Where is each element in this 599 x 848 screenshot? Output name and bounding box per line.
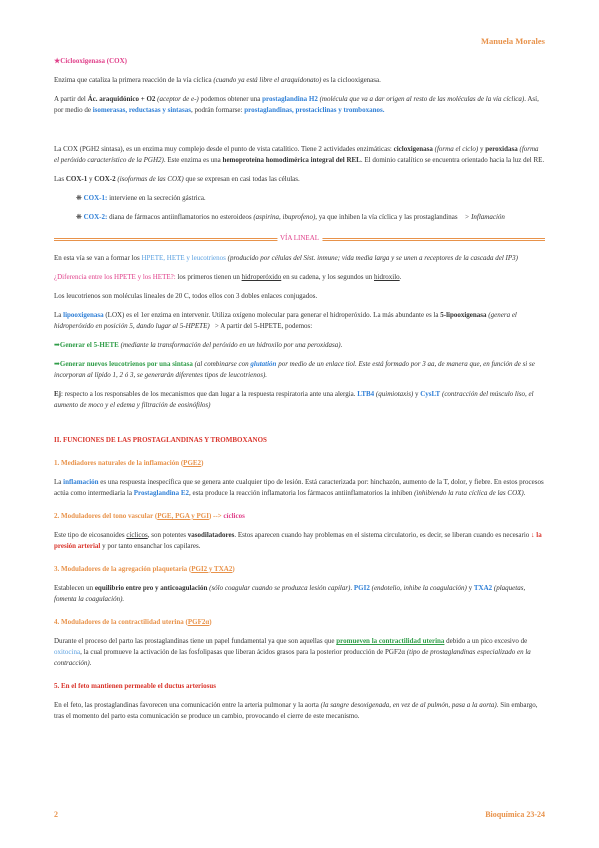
cox1-bullet: ❋ COX-1: interviene en la secreción gástrica. [76, 194, 206, 202]
author-name: Manuela Morales [481, 36, 545, 46]
subsection-1-title: 1. Mediadores naturales de la inflamación (PGE2) [54, 459, 204, 467]
subsection-5-text: En el feto, las prostaglandinas favorecen una comunicación entre la arteria pulmonar y la aorta (la sangre desoxigenada, en vez de al pulmón, pasa a la aorta). Sin embargo, tras el momento del parto esta comunicación se produce un cambio, provocando el cierre de este mecanismo. [54, 701, 538, 720]
divider-label: VÍA LINEAL [277, 233, 322, 244]
subsection-2-title: 2. Moduladores del tono vascular (PGE, PGA y PGI) --> cíclicos [54, 512, 245, 520]
cox-paragraph-4: Las COX-1 y COX-2 (isoformas de las COX) que se expresan en casi todas las células. [54, 175, 300, 183]
subsection-4-title: 4. Moduladores de la contractilidad uterina (PGF2α) [54, 618, 212, 626]
cox2-bullet: ❋ COX-2: diana de fármacos antiinflamatorios no esteroideos (aspirina, ibuprofeno), ya que inhiben la vía cíclica y las prostaglandinas > Inflamación [76, 213, 505, 221]
lineal-paragraph-4: La lipooxigenasa (LOX) es el 1er enzima en intervenir. Utiliza oxígeno molecular para generar el hidroperóxido. La más abundante es la 5-lipooxigenasa (genera el hidroperóxido en posición 5, dando lugar al 5-HPETE) > A partir del 5-HPETE, podemos: [54, 311, 517, 330]
lineal-paragraph-1: En esta vía se van a formar los HPETE, HETE y leucotrienos (producido por células del Sist. inmune; vida media larga y se unen a receptores de la cascada del IP3) [54, 254, 518, 262]
page-number: 2 [54, 810, 58, 819]
page-footer [54, 809, 545, 820]
subsection-4-text: Durante el proceso del parto las prostaglandinas tiene un papel fundamental ya que son aquellas que promueven la contractilidad uterina debido a un pico excesivo de oxitocina, la cual promueve la activación de las fosfolipasas que liberan ácidos grasos para la posterior producción de PGF2α (tipo de prostaglandinas especializado en la contracción). [54, 637, 531, 667]
generate-5hete: ➡Generar el 5-HETE (mediante la transformación del peróxido en un hidroxilo por una peroxidasa). [54, 341, 343, 349]
subsection-2-text: Este tipo de eicosanoides cíclicos, son potentes vasodilatadores. Estos aparecen cuando hay problemas en el sistema circulatorio, es decir, se liberan cuando es necesario ↓ la presión arterial y por tanto ensanchar los capilares. [54, 531, 542, 550]
lineal-paragraph-2: ¿Diferencia entre los HPETE y los HETE?: los primeros tienen un hidroperóxido en su cadena, y los segundos un hidroxilo. [54, 273, 402, 281]
cox-paragraph-3: La COX (PGH2 sintasa), es un enzima muy complejo desde el punto de vista catalítico. Tiene 2 actividades enzimáticas: cicloxigenasa (forma el ciclo) y peroxidasa (forma el peróxido característico de la PGH2). Este enzima es una hemoproteína homodimérica integral del REL. El dominio catalítico se encuentra orientado hacia la luz del RE. [54, 145, 545, 164]
subsection-1-text: La inflamación es una respuesta inespecífica que se genera ante cualquier tipo de lesión. Está caracterizada por: hinchazón, aumento de la T, dolor, y fiebre. En estos procesos actúa como intermediaria la Prostaglandina E2, esta produce la reacción inflamatoria los fármacos antiinflamatorios la inhiben (inhibiendo la ruta cíclica de las COX). [54, 478, 544, 497]
generate-leucotrienos: ➡Generar nuevos leucotrienos por una sintasa (al combinarse con glutatión por medio de un enlace tiol. Este está formado por 3 aa, de manera que, en función de si se incorporan al lípido 1, 2 ó 3, se generarán diferentes tipos de leucotrienos). [54, 360, 535, 379]
course-name: Bioquímica 23-24 [485, 810, 545, 819]
subsection-3-text: Establecen un equilibrio entre pro y anticoagulación (sólo coagular cuando se produzca lesión capilar). PGI2 (endotelio, inhibe la coagulación) y TXA2 (plaquetas, fomenta la coagulación). [54, 584, 526, 603]
section-divider [54, 233, 545, 245]
example-paragraph: Ej: respecto a los responsables de los mecanismos que dan lugar a la respuesta respiratoria ante una alergia. LTB4 (quimiotaxis) y CysLT (contracción del músculo liso, el aumento de moco y el edema y filtración de eosinófilos) [54, 390, 534, 409]
cox-title: ★Ciclooxigenasa (COX) [54, 57, 127, 65]
cox-paragraph-2: A partir del Ác. araquidónico + O2 (aceptor de e-) podemos obtener una prostaglandina H2 (molécula que va a dar origen al resto de las moléculas de la vía cíclica). Así, por medio de isomerasas, reductasas y sintasas, podrán formarse: prostaglandinas, prostaciclinas y tromboxanos. [54, 95, 539, 114]
cox-paragraph-1: Enzima que cataliza la primera reacción de la vía cíclica (cuando ya está libre el araquidonato) es la ciclooxigenasa. [54, 76, 381, 84]
section-title-funciones: II. FUNCIONES DE LAS PROSTAGLANDINAS Y TROMBOXANOS [54, 436, 267, 444]
lineal-paragraph-3: Los leucotrienos son moléculas lineales de 20 C, todos ellos con 3 dobles enlaces conjugados. [54, 292, 318, 300]
subsection-5-title: 5. En el feto mantienen permeable el ductus arteriosus [54, 682, 216, 690]
subsection-3-title: 3. Moduladores de la agregación plaquetaria (PGI2 y TXA2) [54, 565, 235, 573]
